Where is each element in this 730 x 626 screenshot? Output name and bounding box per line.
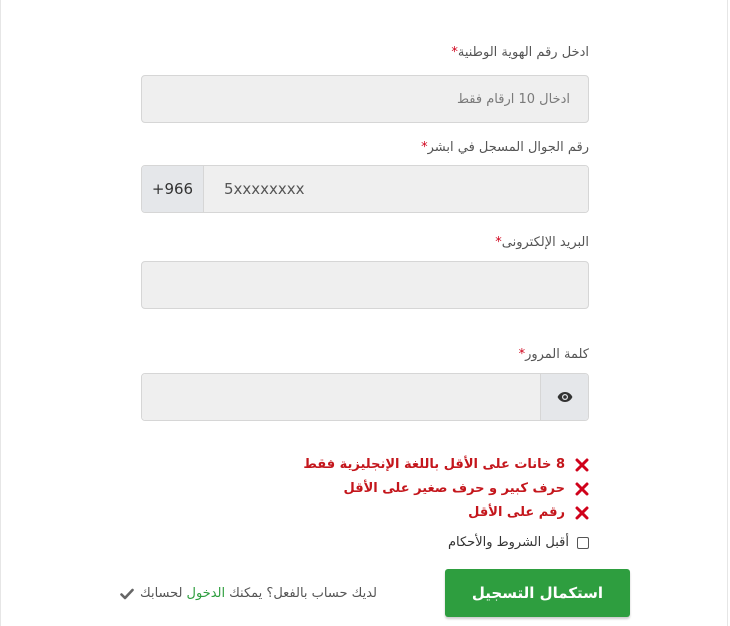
email-label-text: البريد الإلكترونى	[501, 235, 589, 250]
password-rule-case	[344, 481, 590, 496]
cross-icon	[575, 482, 589, 496]
password-rule-text: حرف كبير و حرف صغير على الأقل	[343, 481, 565, 496]
eye-icon	[557, 391, 573, 403]
email-input[interactable]	[141, 261, 589, 309]
password-rule-digit	[468, 505, 589, 520]
complete-registration-button[interactable]: استكمال التسجيل	[445, 569, 630, 617]
email-label	[491, 235, 589, 250]
login-prompt	[120, 586, 377, 601]
password-rule-text: 8 خانات على الأقل باللغة الإنجليزية فقط	[303, 457, 565, 472]
password-visibility-toggle[interactable]	[540, 374, 588, 420]
password-rule-length	[303, 457, 589, 472]
national-id-input[interactable]	[141, 75, 589, 123]
login-link[interactable]: الدخول	[186, 586, 226, 601]
national-id-label	[447, 45, 589, 60]
mobile-label-text: رقم الجوال المسجل في ابشر	[427, 140, 589, 155]
mobile-field	[141, 165, 589, 213]
password-input[interactable]	[142, 374, 540, 420]
required-mark: *	[495, 235, 502, 250]
national-id-label-text: ادخل رقم الهوية الوطنية	[457, 45, 589, 60]
password-label	[515, 347, 589, 362]
terms-row	[448, 535, 589, 550]
mobile-label	[417, 140, 589, 155]
country-code: +966	[142, 166, 204, 212]
terms-label[interactable]: أقبل الشروط والأحكام	[447, 535, 569, 550]
required-mark: *	[518, 347, 526, 362]
login-prompt-suffix: لحسابك	[140, 586, 183, 601]
password-label-text: كلمة المرور	[525, 347, 589, 362]
password-field	[141, 373, 589, 421]
cross-icon	[575, 506, 589, 520]
terms-checkbox[interactable]	[577, 537, 589, 549]
cross-icon	[575, 458, 589, 472]
required-mark: *	[421, 140, 428, 155]
required-mark: *	[451, 45, 458, 60]
mobile-input[interactable]	[204, 166, 588, 212]
login-prompt-text: لديك حساب بالفعل؟ يمكنك	[229, 586, 378, 601]
password-rule-text: رقم على الأقل	[468, 505, 565, 520]
check-icon	[120, 588, 134, 600]
